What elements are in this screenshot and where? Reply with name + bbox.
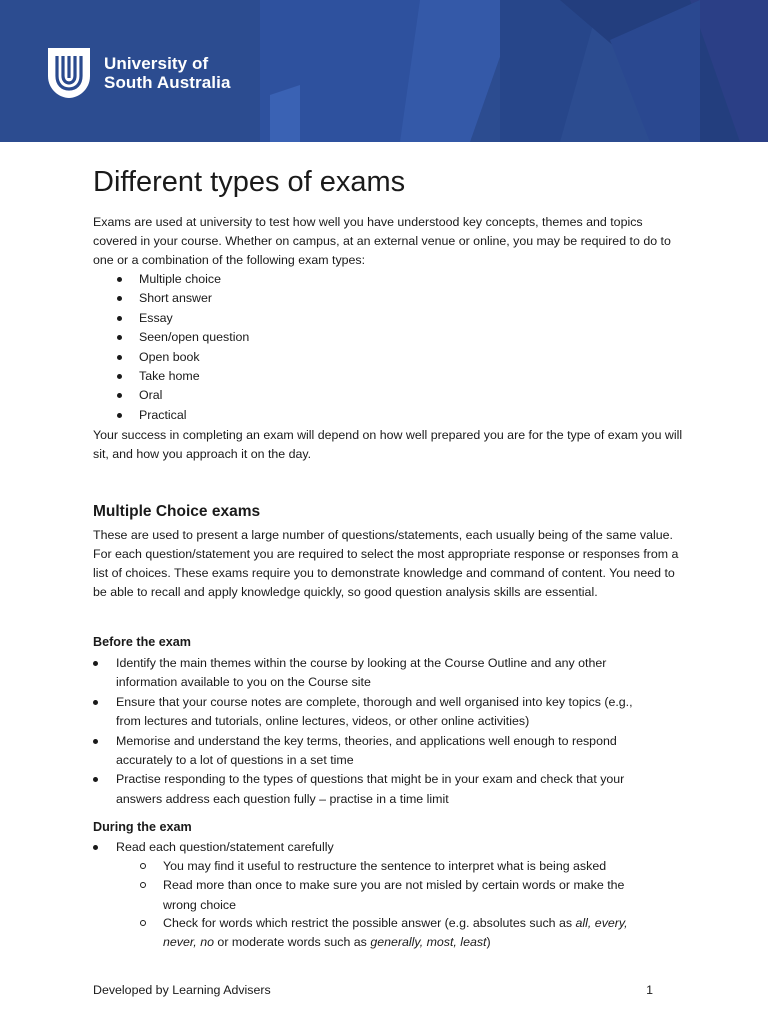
logo-line-2: South Australia	[104, 73, 231, 92]
list-item-text: Take home	[139, 369, 200, 384]
multiple-choice-intro: These are used to present a large number of questions/statements, each usually being of the same value. For each question/statement you are required to select the most appropriate response or responses from a list of choices. These exams require you to demonstrate knowledge and command of content. You need to be able to recall and apply knowledge quickly, so good question analysis skills are essential.	[93, 528, 679, 599]
list-item	[0, 406, 639, 425]
list-item	[0, 732, 656, 771]
bullet-icon	[117, 413, 122, 418]
university-logo	[46, 46, 231, 100]
hollow-bullet-icon	[140, 920, 146, 926]
list-item-text: Multiple choice	[139, 272, 221, 286]
bullet-icon	[117, 335, 122, 340]
page-title: Different types of exams	[93, 166, 406, 198]
close-paren: )	[486, 935, 491, 950]
list-item-text: Short answer	[139, 291, 213, 306]
list-item-text: Essay	[139, 310, 173, 325]
list-item-text: You may find it useful to restructure the sentence to interpret what is being asked	[163, 859, 607, 873]
bullet-icon	[117, 374, 122, 379]
page-footer	[93, 983, 653, 997]
list-item	[0, 838, 636, 857]
intro-paragraph: Exams are used at university to test how well you have understood key concepts, themes and topics covered in your course. Whether on campus, at an external venue or online, you may be required to do to one or a combination of the following exam types:	[93, 215, 671, 267]
during-exam-sublist	[0, 857, 640, 915]
university-name	[104, 54, 231, 92]
bullet-icon	[93, 700, 98, 705]
list-item-text: Memorise and understand the key terms, theories, and applications well enough to respond accurately to a lot of questions in a set time	[116, 733, 617, 768]
list-item	[0, 289, 639, 308]
bullet-icon	[93, 661, 98, 666]
bullet-icon	[117, 296, 122, 301]
hollow-bullet-icon	[140, 863, 146, 869]
list-item	[0, 328, 639, 347]
hollow-bullet-icon	[140, 882, 146, 888]
list-item	[0, 348, 639, 367]
bullet-icon	[93, 739, 98, 744]
list-item	[0, 654, 656, 693]
list-item-text: Practical	[139, 407, 187, 422]
success-paragraph: Your success in completing an exam will depend on how well prepared you are for the type of exam you will sit, and how you approach it on the day.	[93, 428, 683, 461]
header-banner	[0, 0, 768, 142]
list-item	[0, 693, 656, 732]
absolutes-text-2: never, no	[163, 935, 214, 950]
before-exam-heading: Before the exam	[93, 635, 191, 649]
during-exam-sublist-3	[0, 914, 640, 953]
list-item-text: Practise responding to the types of questions that might be in your exam and check that your answers address each question fully – practise in a time limit	[116, 772, 625, 806]
bullet-icon	[117, 277, 122, 282]
bullet-icon	[117, 393, 122, 398]
moderate-text: or moderate words such as	[213, 935, 371, 950]
list-item	[0, 857, 653, 876]
list-item-text: Ensure that your course notes are complete, thorough and well organised into key topics (e.g., from lectures and tutorials, online lectures, videos, or other online activities)	[116, 694, 633, 729]
list-item	[0, 270, 639, 289]
list-item	[0, 770, 656, 809]
during-item-text: Read each question/statement carefully	[116, 840, 334, 854]
bullet-icon	[93, 845, 98, 850]
footer-credit: Developed by Learning Advisers	[93, 983, 271, 997]
list-item-text: Read more than once to make sure you are not misled by certain words or make the wrong choice	[163, 878, 625, 912]
exam-types-list	[0, 270, 640, 425]
list-item	[0, 367, 639, 386]
bullet-icon	[93, 777, 98, 782]
logo-line-1: University of	[104, 54, 209, 73]
list-item-text: Oral	[139, 388, 163, 403]
page-number: 1	[646, 983, 653, 997]
list-item	[0, 914, 653, 953]
before-exam-list	[0, 654, 640, 809]
list-item-text: Open book	[139, 349, 200, 364]
list-item	[0, 386, 639, 405]
during-exam-list	[0, 838, 640, 857]
during-exam-heading: During the exam	[93, 820, 192, 834]
list-item-text: Seen/open question	[139, 330, 250, 345]
list-item-text: Identify the main themes within the course by looking at the Course Outline and any other information available to you on the Course site	[116, 656, 607, 690]
university-crest-icon	[46, 46, 92, 100]
absolutes-text-1: all, every,	[575, 916, 628, 930]
multiple-choice-heading: Multiple Choice exams	[93, 503, 261, 520]
bullet-icon	[117, 316, 122, 321]
bullet-icon	[117, 355, 122, 360]
list-item	[0, 309, 639, 328]
moderate-words: generally, most, least	[370, 935, 487, 950]
restrict-text: Check for words which restrict the possible answer (e.g. absolutes such as	[163, 916, 576, 930]
list-item	[0, 876, 653, 915]
